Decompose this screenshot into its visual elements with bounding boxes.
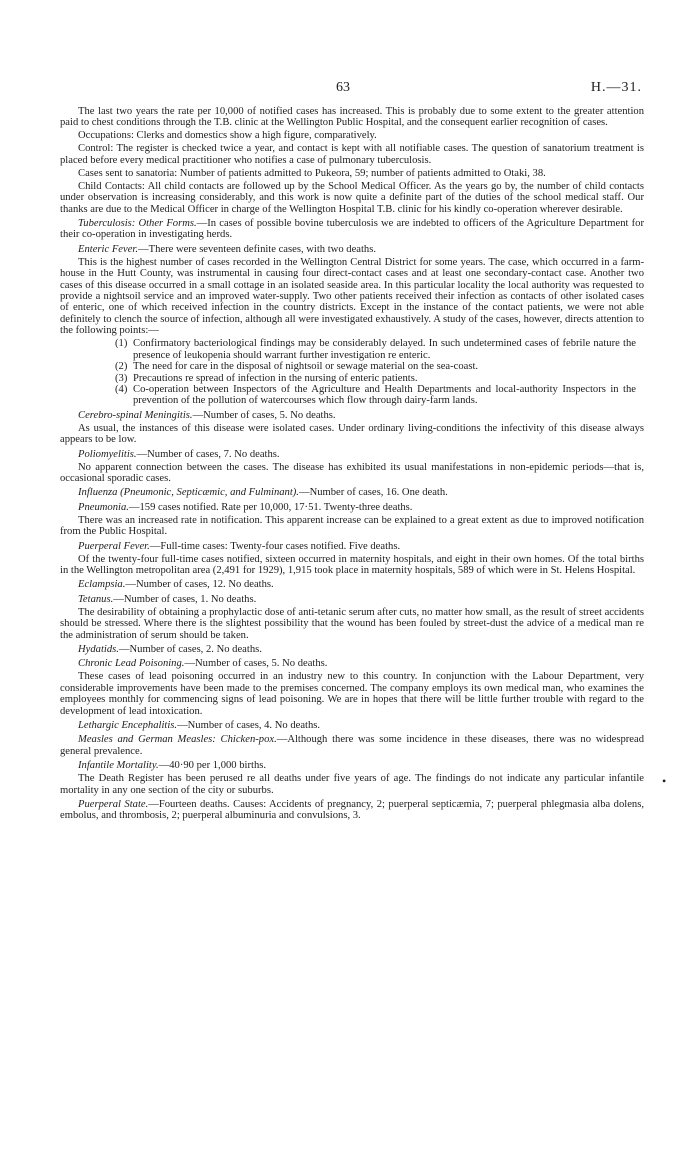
paragraph-text: —Number of cases, 5. No deaths. <box>192 409 336 421</box>
body-paragraph <box>60 773 644 796</box>
paragraph-text: —Number of cases, 12. No deaths. <box>125 579 274 591</box>
paragraph-text: —Number of cases, 5. No deaths. <box>184 658 328 670</box>
body-paragraph <box>60 130 644 141</box>
paragraph-text: This is the highest number of cases recorded in the Wellington Central District for some years. The case, which occurred in a farm-house in the Hutt County, was instrumental in causing four direct-contact cases and at least one secondary-contact case. Another two cases of this disease occurred in a small cottage in an isolated seaside area. In this particular locality the local authority was requested to provide a nightsoil service and an improved water-supply. Two other patients received their infection as contacts of other isolated cases of enteric, one of which received infection in the country districts. Except in the instance of the contact patients, we were not able definitely to clench the source of infection, although all were investigated exhaustively. A study of the cases, however, directs attention to the following points:— <box>60 256 644 337</box>
paragraph-text: —Number of cases, 7. No deaths. <box>136 448 280 460</box>
paragraph-text: —In cases of possible bovine tuberculosis we are indebted to officers of the Agriculture Department for their co-operation in investigating herds. <box>60 218 644 241</box>
disease-paragraph <box>60 760 644 771</box>
disease-heading: Tuberculosis: Other Forms. <box>78 218 197 230</box>
disease-paragraph <box>60 449 644 460</box>
disease-heading: Lethargic Encephalitis. <box>78 720 178 732</box>
body-paragraph <box>60 143 644 166</box>
disease-heading: Enteric Fever. <box>78 243 139 255</box>
paragraph-text: —Although there was some incidence in these diseases, there was no widespread general prevalence. <box>60 734 644 757</box>
paragraph-text: There was an increased rate in notification. This apparent increase can be explained to a great extent as due to improved notification from the Public Hospital. <box>60 514 644 538</box>
disease-paragraph <box>60 644 644 655</box>
disease-paragraph <box>60 658 644 669</box>
body-paragraph <box>60 515 644 538</box>
paragraph-text: The Death Register has been perused re all deaths under five years of age. The findings do not indicate any particular infantile mortality in any one section of the city or suburbs. <box>60 773 644 796</box>
list-number: (4) <box>115 383 128 395</box>
list-text: Confirmatory bacteriological findings may be considerably delayed. In such undetermined cases of febrile nature the presence of leukopenia should warrant further investigation re enteric. <box>133 338 636 361</box>
disease-heading: Hydatids. <box>78 644 119 655</box>
disease-heading: Infantile Mortality. <box>78 760 159 772</box>
disease-heading: Influenza (Pneumonic, Septicæmic, and Fulminant). <box>78 487 299 499</box>
margin-mark: • <box>662 774 667 788</box>
disease-paragraph <box>60 579 644 590</box>
page-header <box>0 80 700 100</box>
body-paragraph <box>60 607 644 641</box>
list-item <box>115 361 636 372</box>
disease-paragraph <box>60 541 644 552</box>
section-tuberculosis-enteric <box>60 106 644 337</box>
list-text: Co-operation between Inspectors of the Agriculture and Health Departments and local-authority Inspectors in the prevention of the pollution of watercourses which flow through dairy-farm lands. <box>133 383 636 407</box>
disease-paragraph <box>60 410 644 421</box>
paragraph-text: —Number of cases, 1. No deaths. <box>113 593 257 605</box>
section-other-diseases <box>60 410 644 822</box>
paragraph-text: Child Contacts: All child contacts are followed up by the School Medical Officer. As the years go by, the number of child contacts under observation is increasing considerably, and this work is now quite a definite part of the duties of the school medical staff. Our thanks are due to the Medical Officer in charge of the Wellington Hospital T.B. clinic for his kindly co-operation wherever desirable. <box>60 180 644 215</box>
disease-heading: Puerperal State. <box>78 799 149 811</box>
disease-heading: Poliomyelitis. <box>78 448 137 460</box>
body-paragraph <box>60 257 644 337</box>
list-item <box>115 338 636 361</box>
paragraph-text: —Full-time cases: Twenty-four cases notified. Five deaths. <box>149 540 401 552</box>
paragraph-text: —Number of cases, 4. No deaths. <box>177 720 321 732</box>
paragraph-text: —Number of cases, 16. One death. <box>298 487 448 499</box>
disease-heading: Measles and German Measles: Chicken-pox. <box>78 734 277 746</box>
disease-heading: Puerperal Fever. <box>78 540 150 552</box>
body-paragraph <box>60 671 644 717</box>
disease-paragraph <box>60 487 644 498</box>
disease-heading: Chronic Lead Poisoning. <box>78 658 185 670</box>
report-body <box>60 106 644 823</box>
paragraph-text: The last two years the rate per 10,000 of notified cases has increased. This is probably due to some extent to the greater attention paid to chest conditions through the T.B. clinic at the Wellington Public Hospital, and the consequent earlier recognition of cases. <box>60 106 644 129</box>
disease-paragraph <box>60 594 644 605</box>
disease-paragraph <box>60 734 644 757</box>
disease-paragraph <box>60 218 644 241</box>
list-number: (1) <box>115 338 128 350</box>
disease-paragraph <box>60 502 644 513</box>
paragraph-text: No apparent connection between the cases. The disease has exhibited its usual manifestations in non-epidemic periods—that is, occasional sporadic cases. <box>60 461 644 484</box>
document-reference: H.—31. <box>590 80 642 95</box>
paragraph-text: These cases of lead poisoning occurred in an industry new to this country. In conjunction with the Labour Department, very considerable improvements have been made to the premises concerned. The company employs its own medical man, who examines the employees monthly for commencing signs of lead poisoning. We are in hopes that there will be little further trouble with regard to the development of lead intoxication. <box>60 671 644 717</box>
body-paragraph <box>60 423 644 446</box>
paragraph-text: —There were seventeen definite cases, with two deaths. <box>138 243 376 255</box>
list-number: (3) <box>115 372 128 384</box>
body-paragraph <box>60 462 644 485</box>
list-item <box>115 384 636 407</box>
disease-heading: Pneumonia. <box>78 501 129 513</box>
paragraph-text: —40·90 per 1,000 births. <box>158 760 267 772</box>
body-paragraph <box>60 181 644 215</box>
list-number: (2) <box>115 361 128 373</box>
body-paragraph <box>60 106 644 129</box>
paragraph-text: Control: The register is checked twice a year, and contact is kept with all notifiable cases. The question of sanatorium treatment is placed before every medical practitioner who notifies a case of pulmonary tuberculosis. <box>60 143 644 166</box>
disease-heading: Tetanus. <box>78 593 114 605</box>
body-paragraph <box>60 168 644 179</box>
paragraph-text: —Number of cases, 2. No deaths. <box>118 644 262 655</box>
list-item <box>115 373 636 384</box>
body-paragraph <box>60 554 644 577</box>
disease-heading: Cerebro-spinal Meningitis. <box>78 409 193 421</box>
page-number: 63 <box>336 80 350 95</box>
list-text: Precautions re spread of infection in the nursing of enteric patients. <box>133 372 418 384</box>
paragraph-text: The desirability of obtaining a prophylactic dose of anti-tetanic serum after cuts, no matter how small, as the result of street accidents should be stressed. Where there is the slightest possibility that the wound has been fouled by street-dust the advice of a medical man re the administration of serum should be taken. <box>60 606 644 641</box>
paragraph-text: Cases sent to sanatoria: Number of patients admitted to Pukeora, 59; number of patients admitted to Otaki, 38. <box>78 167 546 179</box>
paragraph-text: As usual, the instances of this disease were isolated cases. Under ordinary living-conditions the infectivity of this disease always appears to be low. <box>60 422 644 446</box>
disease-paragraph <box>60 799 644 822</box>
paragraph-text: —159 cases notified. Rate per 10,000, 17·51. Twenty-three deaths. <box>128 501 413 513</box>
disease-paragraph <box>60 244 644 255</box>
disease-paragraph <box>60 720 644 731</box>
paragraph-text: —Fourteen deaths. Causes: Accidents of pregnancy, 2; puerperal septicæmia, 7; puerperal phlegmasia alba dolens, embolus, and thrombosis, 2; puerperal albuminuria and convulsions, 3. <box>60 799 644 822</box>
enteric-points-list <box>60 338 644 406</box>
paragraph-text: Of the twenty-four full-time cases notified, sixteen occurred in maternity hospitals, and eight in their own homes. Of the total births in the Wellington metropolitan area (2,491 for 1929), 1,915 took place in maternity hospitals, 589 of which were in St. Helens Hospital. <box>60 553 644 576</box>
list-text: The need for care in the disposal of nightsoil or sewage material on the sea-coast. <box>133 361 479 373</box>
disease-heading: Eclampsia. <box>78 579 126 591</box>
paragraph-text: Occupations: Clerks and domestics show a high figure, comparatively. <box>78 130 377 142</box>
